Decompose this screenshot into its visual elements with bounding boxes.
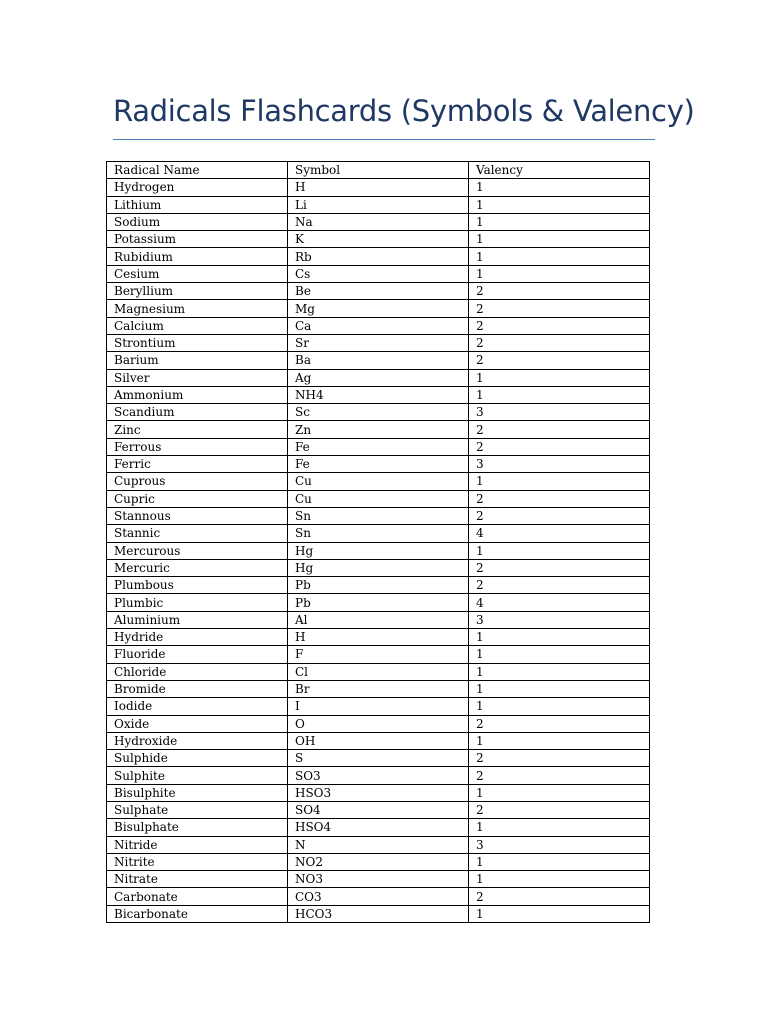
radical-name-cell: Bromide — [107, 680, 288, 697]
valency-cell: 1 — [469, 732, 650, 749]
radical-name-cell: Bisulphite — [107, 784, 288, 801]
valency-cell: 2 — [469, 767, 650, 784]
radical-name-cell: Calcium — [107, 317, 288, 334]
symbol-cell: Al — [288, 611, 469, 628]
symbol-cell: HCO3 — [288, 905, 469, 922]
valency-cell: 1 — [469, 871, 650, 888]
valency-cell: 1 — [469, 853, 650, 870]
valency-cell: 2 — [469, 490, 650, 507]
table-row — [107, 456, 650, 473]
table-body — [107, 179, 650, 923]
valency-cell: 1 — [469, 231, 650, 248]
table-row — [107, 525, 650, 542]
radical-name-cell: Sulphide — [107, 750, 288, 767]
radical-name-cell: Stannous — [107, 507, 288, 524]
symbol-cell: K — [288, 231, 469, 248]
title-divider — [113, 139, 655, 140]
header-symbol: Symbol — [288, 162, 469, 179]
symbol-cell: OH — [288, 732, 469, 749]
symbol-cell: Rb — [288, 248, 469, 265]
symbol-cell: SO4 — [288, 801, 469, 818]
table-row — [107, 300, 650, 317]
symbol-cell: NO3 — [288, 871, 469, 888]
table-row — [107, 231, 650, 248]
valency-cell: 1 — [469, 819, 650, 836]
radical-name-cell: Ammonium — [107, 386, 288, 403]
table-row — [107, 663, 650, 680]
table-row — [107, 871, 650, 888]
table-row — [107, 317, 650, 334]
radical-name-cell: Bicarbonate — [107, 905, 288, 922]
valency-cell: 4 — [469, 594, 650, 611]
symbol-cell: Be — [288, 283, 469, 300]
radical-name-cell: Fluoride — [107, 646, 288, 663]
symbol-cell: Cu — [288, 473, 469, 490]
table-header-row — [107, 162, 650, 179]
table-row — [107, 369, 650, 386]
symbol-cell: Zn — [288, 421, 469, 438]
symbol-cell: O — [288, 715, 469, 732]
symbol-cell: Ba — [288, 352, 469, 369]
table-row — [107, 819, 650, 836]
table-row — [107, 888, 650, 905]
valency-cell: 1 — [469, 680, 650, 697]
valency-cell: 1 — [469, 905, 650, 922]
table-row — [107, 905, 650, 922]
table-row — [107, 438, 650, 455]
radical-name-cell: Zinc — [107, 421, 288, 438]
table-row — [107, 611, 650, 628]
valency-cell: 2 — [469, 577, 650, 594]
radical-name-cell: Hydroxide — [107, 732, 288, 749]
symbol-cell: Cs — [288, 265, 469, 282]
radical-name-cell: Silver — [107, 369, 288, 386]
radical-name-cell: Plumbic — [107, 594, 288, 611]
table-row — [107, 179, 650, 196]
valency-cell: 1 — [469, 784, 650, 801]
valency-cell: 2 — [469, 888, 650, 905]
valency-cell: 3 — [469, 404, 650, 421]
symbol-cell: Ca — [288, 317, 469, 334]
table-row — [107, 283, 650, 300]
radical-name-cell: Cuprous — [107, 473, 288, 490]
page-title: Radicals Flashcards (Symbols & Valency) — [113, 94, 695, 128]
radical-name-cell: Nitrite — [107, 853, 288, 870]
symbol-cell: Br — [288, 680, 469, 697]
symbol-cell: HSO4 — [288, 819, 469, 836]
symbol-cell: H — [288, 629, 469, 646]
radical-name-cell: Cupric — [107, 490, 288, 507]
valency-cell: 2 — [469, 283, 650, 300]
radical-name-cell: Stannic — [107, 525, 288, 542]
valency-cell: 2 — [469, 438, 650, 455]
symbol-cell: Mg — [288, 300, 469, 317]
symbol-cell: NH4 — [288, 386, 469, 403]
valency-cell: 1 — [469, 646, 650, 663]
symbol-cell: Cu — [288, 490, 469, 507]
radical-name-cell: Barium — [107, 352, 288, 369]
valency-cell: 3 — [469, 611, 650, 628]
symbol-cell: Ag — [288, 369, 469, 386]
radical-name-cell: Bisulphate — [107, 819, 288, 836]
valency-cell: 1 — [469, 386, 650, 403]
radical-name-cell: Chloride — [107, 663, 288, 680]
symbol-cell: SO3 — [288, 767, 469, 784]
valency-cell: 1 — [469, 179, 650, 196]
radical-name-cell: Beryllium — [107, 283, 288, 300]
symbol-cell: Hg — [288, 542, 469, 559]
symbol-cell: Pb — [288, 594, 469, 611]
table-row — [107, 732, 650, 749]
radicals-table — [106, 161, 650, 923]
valency-cell: 2 — [469, 750, 650, 767]
valency-cell: 2 — [469, 421, 650, 438]
table-row — [107, 490, 650, 507]
symbol-cell: Sn — [288, 507, 469, 524]
valency-cell: 2 — [469, 300, 650, 317]
valency-cell: 1 — [469, 663, 650, 680]
table-row — [107, 594, 650, 611]
radical-name-cell: Plumbous — [107, 577, 288, 594]
table-row — [107, 542, 650, 559]
radical-name-cell: Ferrous — [107, 438, 288, 455]
valency-cell: 2 — [469, 559, 650, 576]
symbol-cell: CO3 — [288, 888, 469, 905]
radical-name-cell: Ferric — [107, 456, 288, 473]
symbol-cell: Fe — [288, 456, 469, 473]
table-row — [107, 265, 650, 282]
valency-cell: 2 — [469, 801, 650, 818]
valency-cell: 1 — [469, 698, 650, 715]
symbol-cell: F — [288, 646, 469, 663]
table-row — [107, 386, 650, 403]
symbol-cell: I — [288, 698, 469, 715]
radical-name-cell: Lithium — [107, 196, 288, 213]
table-row — [107, 680, 650, 697]
table-row — [107, 715, 650, 732]
valency-cell: 1 — [469, 265, 650, 282]
valency-cell: 1 — [469, 629, 650, 646]
header-radical-name: Radical Name — [107, 162, 288, 179]
radical-name-cell: Hydrogen — [107, 179, 288, 196]
table-row — [107, 836, 650, 853]
table-row — [107, 750, 650, 767]
valency-cell: 4 — [469, 525, 650, 542]
radical-name-cell: Iodide — [107, 698, 288, 715]
valency-cell: 2 — [469, 507, 650, 524]
valency-cell: 2 — [469, 334, 650, 351]
symbol-cell: Na — [288, 213, 469, 230]
valency-cell: 1 — [469, 473, 650, 490]
table-row — [107, 334, 650, 351]
symbol-cell: Hg — [288, 559, 469, 576]
symbol-cell: HSO3 — [288, 784, 469, 801]
symbol-cell: Cl — [288, 663, 469, 680]
radical-name-cell: Potassium — [107, 231, 288, 248]
radical-name-cell: Strontium — [107, 334, 288, 351]
valency-cell: 2 — [469, 715, 650, 732]
symbol-cell: N — [288, 836, 469, 853]
valency-cell: 3 — [469, 456, 650, 473]
radical-name-cell: Hydride — [107, 629, 288, 646]
radical-name-cell: Nitride — [107, 836, 288, 853]
valency-cell: 2 — [469, 352, 650, 369]
table-row — [107, 767, 650, 784]
valency-cell: 1 — [469, 213, 650, 230]
table-row — [107, 853, 650, 870]
radical-name-cell: Sulphite — [107, 767, 288, 784]
table-row — [107, 473, 650, 490]
table-row — [107, 248, 650, 265]
radical-name-cell: Sodium — [107, 213, 288, 230]
valency-cell: 1 — [469, 369, 650, 386]
table-row — [107, 559, 650, 576]
valency-cell: 2 — [469, 317, 650, 334]
radical-name-cell: Rubidium — [107, 248, 288, 265]
valency-cell: 1 — [469, 248, 650, 265]
table-row — [107, 629, 650, 646]
table-row — [107, 507, 650, 524]
symbol-cell: Pb — [288, 577, 469, 594]
radical-name-cell: Nitrate — [107, 871, 288, 888]
symbol-cell: Sn — [288, 525, 469, 542]
valency-cell: 3 — [469, 836, 650, 853]
table-row — [107, 213, 650, 230]
table-row — [107, 801, 650, 818]
symbol-cell: Sr — [288, 334, 469, 351]
symbol-cell: Fe — [288, 438, 469, 455]
radical-name-cell: Cesium — [107, 265, 288, 282]
radical-name-cell: Mercuric — [107, 559, 288, 576]
radical-name-cell: Scandium — [107, 404, 288, 421]
valency-cell: 1 — [469, 196, 650, 213]
radical-name-cell: Mercurous — [107, 542, 288, 559]
radical-name-cell: Carbonate — [107, 888, 288, 905]
radical-name-cell: Aluminium — [107, 611, 288, 628]
table-row — [107, 404, 650, 421]
radical-name-cell: Oxide — [107, 715, 288, 732]
symbol-cell: H — [288, 179, 469, 196]
symbol-cell: S — [288, 750, 469, 767]
table-row — [107, 352, 650, 369]
table-row — [107, 646, 650, 663]
valency-cell: 1 — [469, 542, 650, 559]
table-row — [107, 784, 650, 801]
symbol-cell: Li — [288, 196, 469, 213]
table-row — [107, 421, 650, 438]
table-row — [107, 196, 650, 213]
symbol-cell: Sc — [288, 404, 469, 421]
radical-name-cell: Magnesium — [107, 300, 288, 317]
header-valency: Valency — [469, 162, 650, 179]
symbol-cell: NO2 — [288, 853, 469, 870]
table-row — [107, 577, 650, 594]
radical-name-cell: Sulphate — [107, 801, 288, 818]
table-row — [107, 698, 650, 715]
